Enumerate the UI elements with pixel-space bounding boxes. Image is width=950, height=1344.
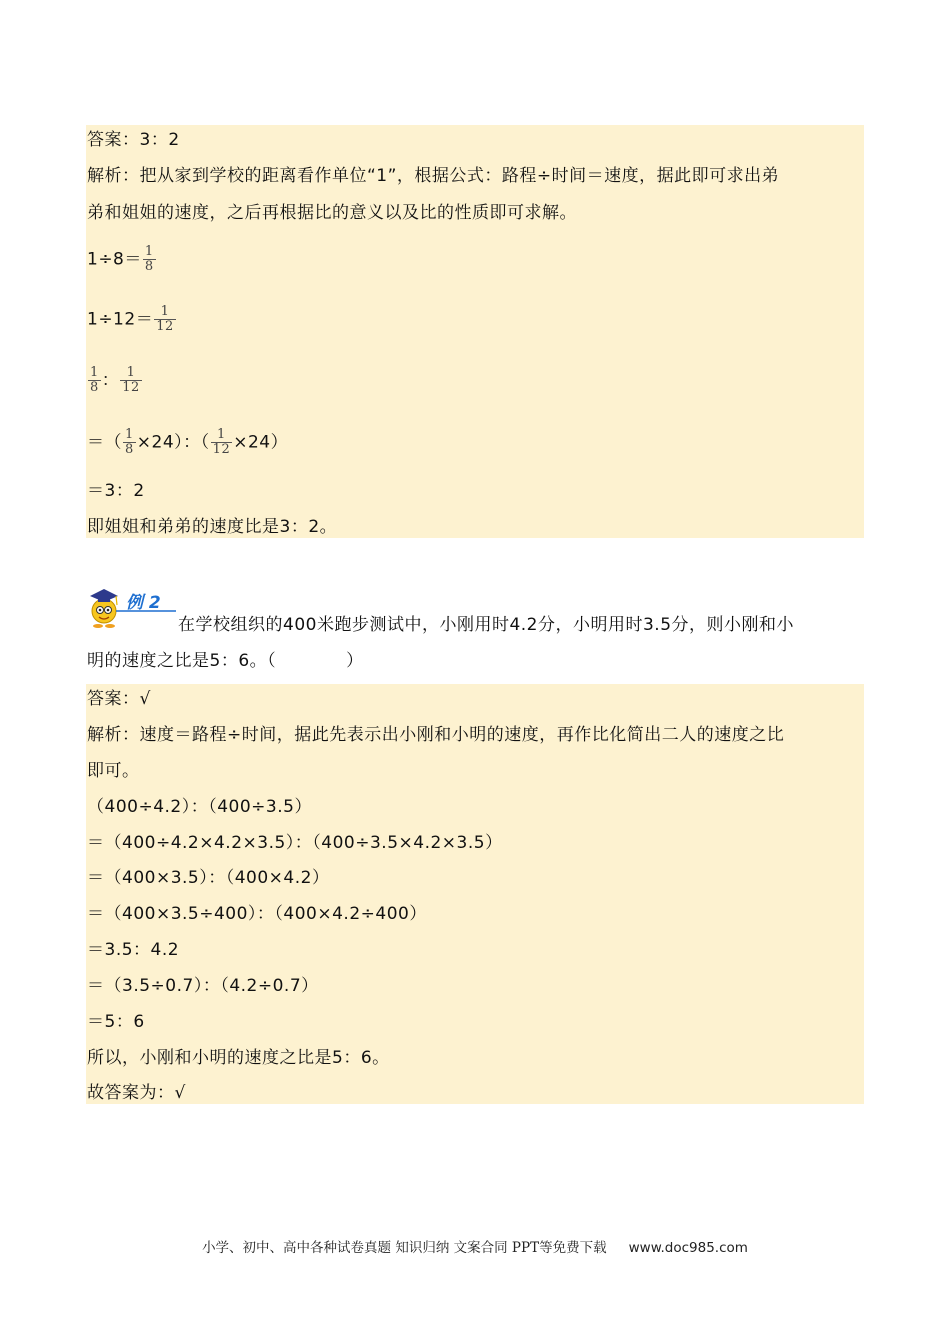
- step-line: ＝5：6: [87, 1012, 145, 1032]
- footer: [0, 1236, 950, 1256]
- calc-2-prefix: 1÷12＝: [87, 309, 154, 330]
- fraction-1-8: $\frac{1}{8}$: [144, 244, 154, 274]
- calc-4-end: ×24）: [233, 432, 289, 453]
- fraction-1-12: $\frac{1}{12}$: [122, 365, 140, 395]
- calc-line-3: [87, 366, 143, 395]
- question-2-line-1: 在学校组织的400米跑步测试中，小刚用时4.2分，小明用时3.5分，则小刚和小: [178, 615, 795, 635]
- final-answer-2: 故答案为：√: [87, 1083, 186, 1103]
- calc-line-5: ＝3：2: [87, 481, 145, 501]
- answer-1: 答案：3：2: [87, 130, 180, 150]
- step-line: ＝（400÷4.2×4.2×3.5）：（400÷3.5×4.2×3.5）: [87, 833, 503, 853]
- step-line: ＝（400×3.5）：（400×4.2）: [87, 868, 330, 888]
- step-line: ＝（400×3.5÷400）：（400×4.2÷400）: [87, 904, 427, 924]
- fraction-1-8: $\frac{1}{8}$: [90, 365, 99, 395]
- fraction-1-12: $\frac{1}{12}$: [212, 427, 231, 457]
- calc-4-mid: ×24）：（: [136, 432, 210, 453]
- analysis-1-line-1: 解析：把从家到学校的距离看作单位“1”，根据公式：路程÷时间＝速度，据此即可求出弟: [87, 166, 780, 186]
- question-2-line-2: 明的速度之比是5：6。（ ）: [87, 651, 364, 671]
- analysis-2-line-1: 解析：速度＝路程÷时间，据此先表示出小刚和小明的速度，再作比化简出二人的速度之比: [87, 725, 785, 745]
- example-badge-logo: [86, 583, 178, 629]
- calc-line-1: [87, 245, 157, 274]
- analysis-2-line-2: 即可。: [87, 761, 140, 781]
- conclusion-2: 所以，小刚和小明的速度之比是5：6。: [87, 1048, 390, 1068]
- answer-2: 答案：√: [87, 689, 151, 709]
- conclusion-1: 即姐姐和弟弟的速度比是3：2。: [87, 517, 338, 537]
- step-line: ＝3.5：4.2: [87, 940, 180, 960]
- step-line: ＝（3.5÷0.7）：（4.2÷0.7）: [87, 976, 319, 996]
- footer-url-link[interactable]: www.doc985.com: [628, 1240, 748, 1256]
- calc-4-eq: ＝（: [87, 432, 122, 453]
- calc-1-prefix: 1÷8＝: [87, 249, 142, 270]
- step-line: （400÷4.2）：（400÷3.5）: [87, 797, 312, 817]
- fraction-1-12: $\frac{1}{12}$: [156, 304, 174, 334]
- footer-text: 小学、初中、高中各种试卷真题 知识归纳 文案合同 PPT等免费下载: [202, 1240, 607, 1256]
- ratio-colon: ：: [101, 370, 120, 391]
- calc-line-2: [87, 305, 177, 334]
- example-badge-text: 例 2: [126, 593, 161, 613]
- calc-line-4: [87, 428, 288, 457]
- analysis-1-line-2: 弟和姐姐的速度，之后再根据比的意义以及比的性质即可求解。: [87, 203, 577, 223]
- graduate-mascot-icon: [90, 589, 118, 628]
- fraction-1-8: $\frac{1}{8}$: [125, 427, 134, 457]
- answer-block-2: [86, 684, 864, 1104]
